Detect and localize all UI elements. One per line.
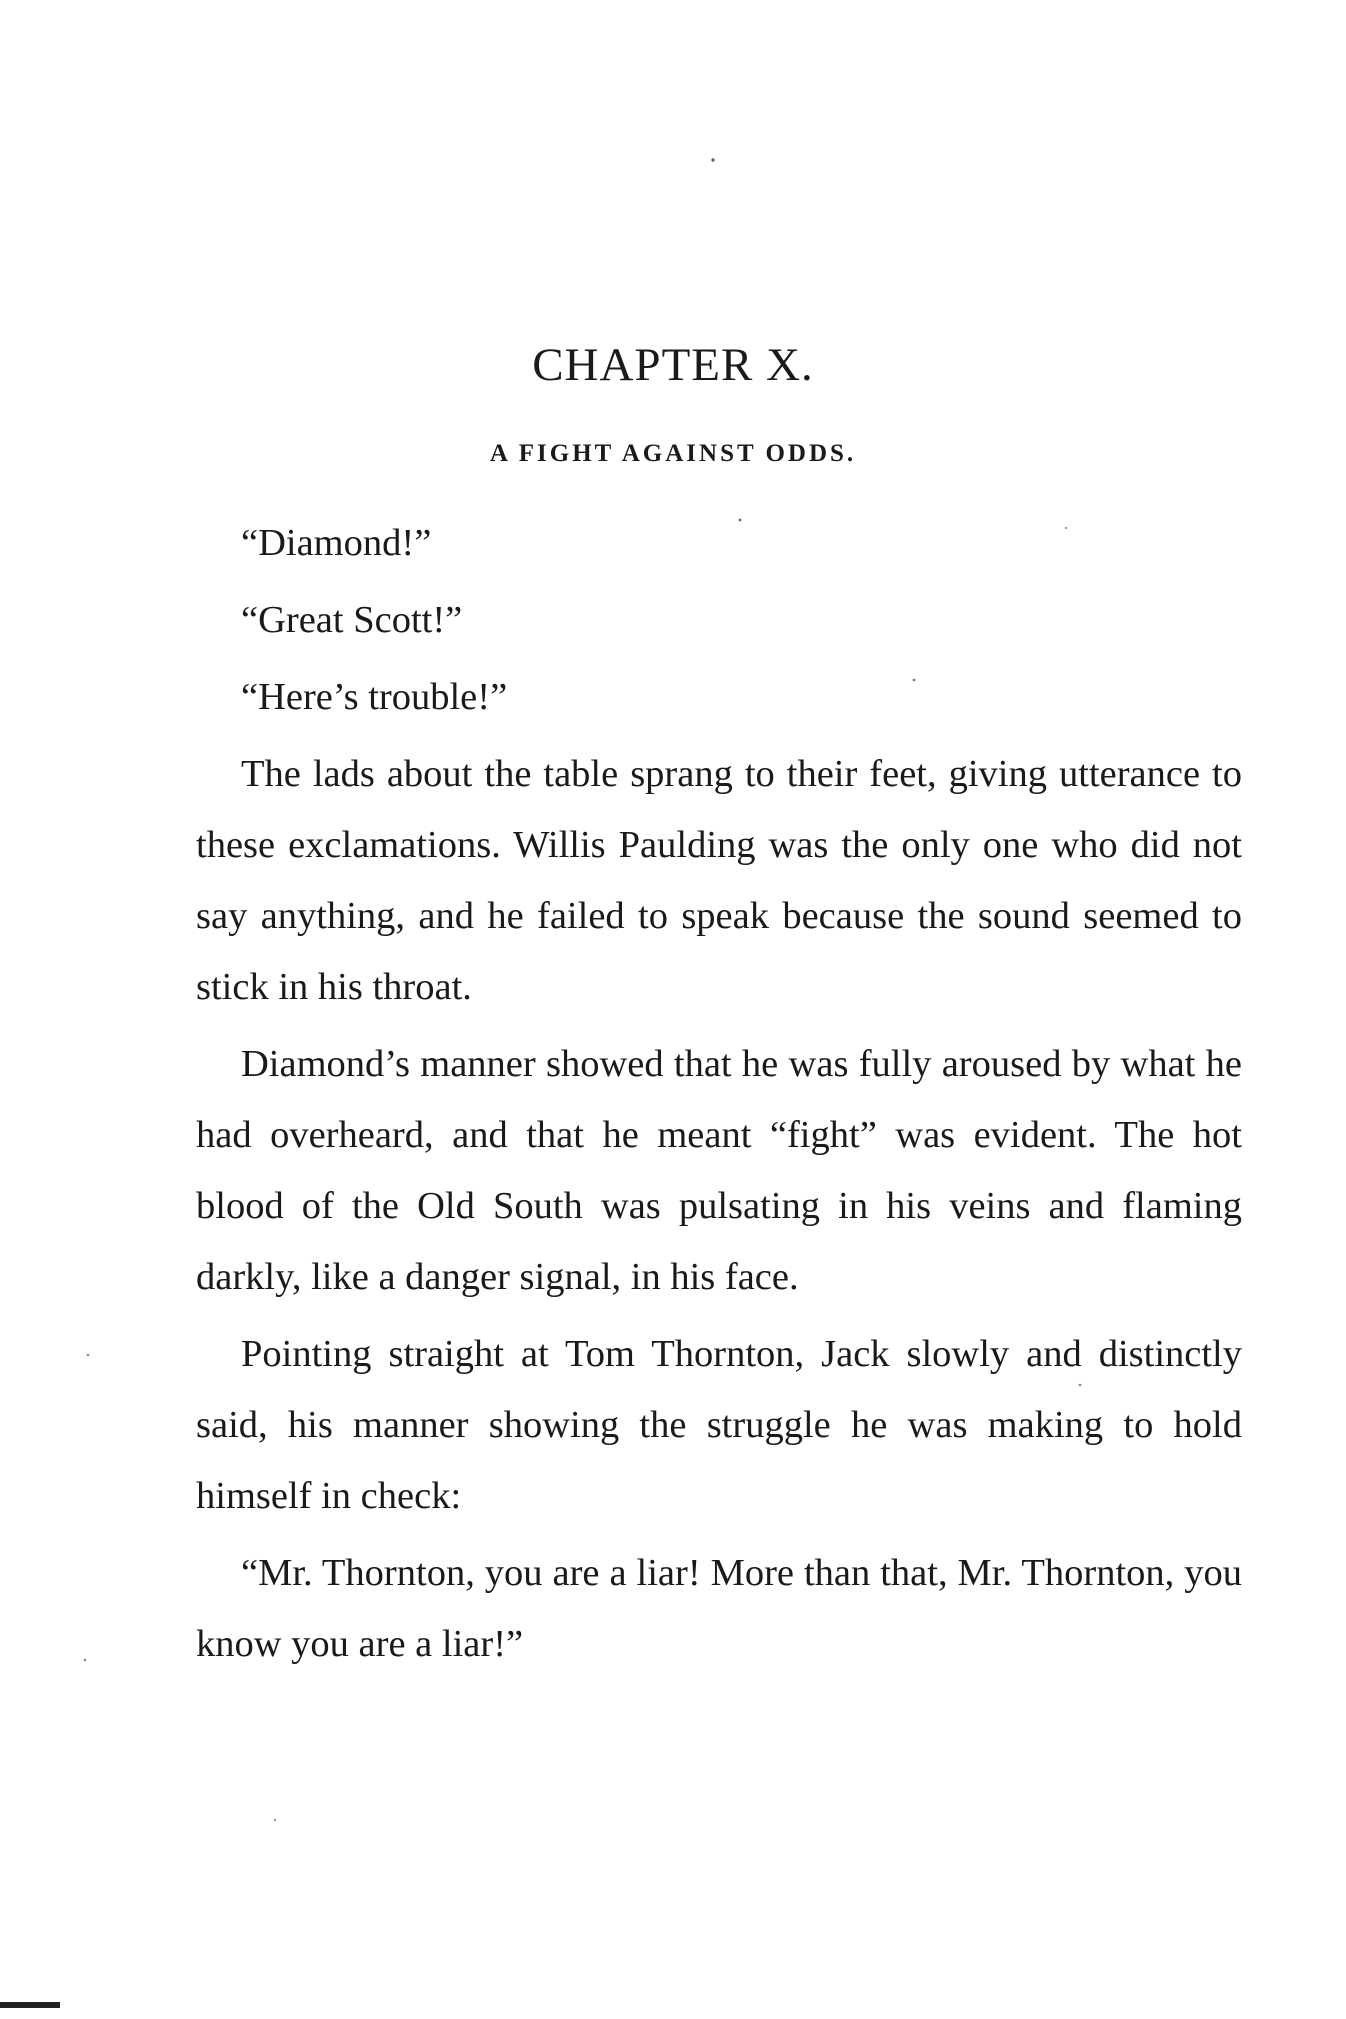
paragraph: Diamond’s manner showed that he was fully aroused by what he had overheard, and that he meant “fight” was evident. The hot blood of the Old South was pulsating in his veins and flaming darkly, like a danger signal, in his face. xyxy=(196,1043,1242,1298)
chapter-title: CHAPTER X. xyxy=(532,339,814,391)
paragraph: “Great Scott!” xyxy=(241,599,463,641)
chapter-body xyxy=(196,508,1242,1686)
paragraph: Pointing straight at Tom Thornton, Jack slowly and distinctly said, his manner showing the struggle he was making to hold himself in check: xyxy=(196,1333,1242,1517)
paragraph: The lads about the table sprang to their feet, giving utterance to these exclamations. Willis Paulding was the only one who did not say anything, and he failed to speak because the sound seemed to stick in his throat. xyxy=(196,753,1242,1008)
paragraph: “Mr. Thornton, you are a liar! More than that, Mr. Thornton, you know you are a liar!” xyxy=(196,1552,1242,1665)
paragraph: “Diamond!” xyxy=(241,522,432,564)
paragraph: “Here’s trouble!” xyxy=(241,676,508,718)
chapter-subtitle: A FIGHT AGAINST ODDS. xyxy=(489,440,857,467)
page-edge-mark xyxy=(0,2002,60,2008)
